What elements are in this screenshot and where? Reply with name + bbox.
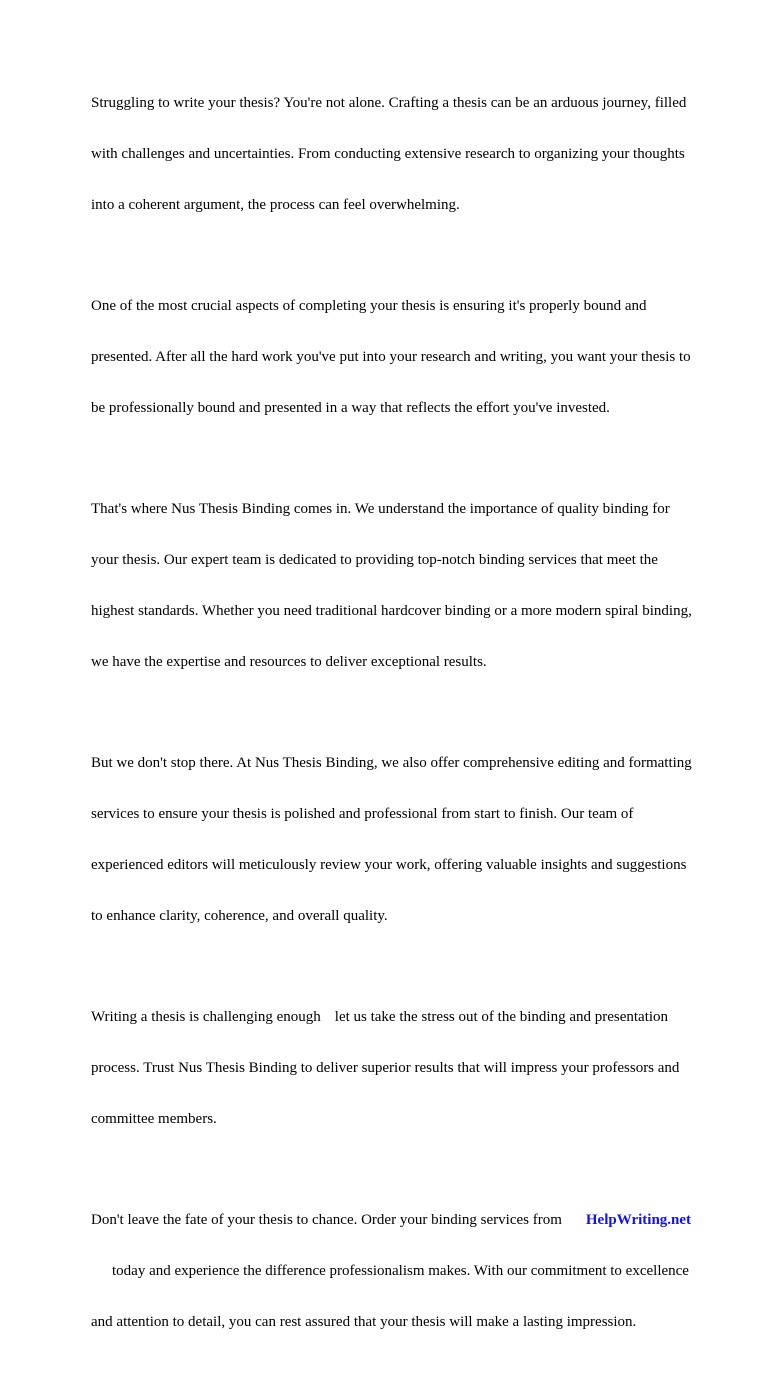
text-line xyxy=(91,1263,721,1280)
text-line xyxy=(91,1009,721,1026)
text-fragment: Don't leave the fate of your thesis to chance. Order your binding services from xyxy=(91,1212,562,1228)
text-line: One of the most crucial aspects of completing your thesis is ensuring it's properly bound and xyxy=(91,298,647,314)
text-fragment: today and experience the difference professionalism makes. With our commitment to excellence xyxy=(112,1263,689,1279)
text-line xyxy=(91,1212,721,1229)
text-line: process. Trust Nus Thesis Binding to deliver superior results that will impress your professors and xyxy=(91,1060,680,1076)
text-line: to enhance clarity, coherence, and overall quality. xyxy=(91,908,388,924)
text-line: But we don't stop there. At Nus Thesis Binding, we also offer comprehensive editing and formatting xyxy=(91,755,692,771)
text-line: Struggling to write your thesis? You're not alone. Crafting a thesis can be an arduous journey, filled xyxy=(91,95,687,111)
paragraph-binding-importance xyxy=(91,264,721,451)
paragraph-editing xyxy=(91,721,721,959)
paragraph-services xyxy=(91,467,721,705)
text-line: and attention to detail, you can rest assured that your thesis will make a lasting impression. xyxy=(91,1314,637,1330)
text-line: highest standards. Whether you need traditional hardcover binding or a more modern spiral binding, xyxy=(91,603,692,619)
document-body xyxy=(91,61,721,1381)
text-line: committee members. xyxy=(91,1111,217,1127)
helpwriting-link[interactable]: HelpWriting.net xyxy=(585,1212,692,1228)
text-fragment: Writing a thesis is challenging enough xyxy=(91,1009,321,1025)
text-line: your thesis. Our expert team is dedicated to providing top-notch binding services that meet the xyxy=(91,552,658,568)
paragraph-stress xyxy=(91,975,721,1162)
paragraph-intro xyxy=(91,61,721,248)
paragraph-call-to-action xyxy=(91,1178,721,1365)
text-line: services to ensure your thesis is polished and professional from start to finish. Our team of xyxy=(91,806,634,822)
text-line: we have the expertise and resources to deliver exceptional results. xyxy=(91,654,487,670)
text-line: with challenges and uncertainties. From conducting extensive research to organizing your thoughts xyxy=(91,146,685,162)
text-line: into a coherent argument, the process can feel overwhelming. xyxy=(91,197,460,213)
text-line: be professionally bound and presented in a way that reflects the effort you've invested. xyxy=(91,400,610,416)
text-fragment: let us take the stress out of the binding and presentation xyxy=(334,1009,669,1025)
text-line: experienced editors will meticulously review your work, offering valuable insights and suggestions xyxy=(91,857,687,873)
text-line: presented. After all the hard work you've put into your research and writing, you want your thesis to xyxy=(91,349,691,365)
text-line: That's where Nus Thesis Binding comes in. We understand the importance of quality binding for xyxy=(91,501,670,517)
